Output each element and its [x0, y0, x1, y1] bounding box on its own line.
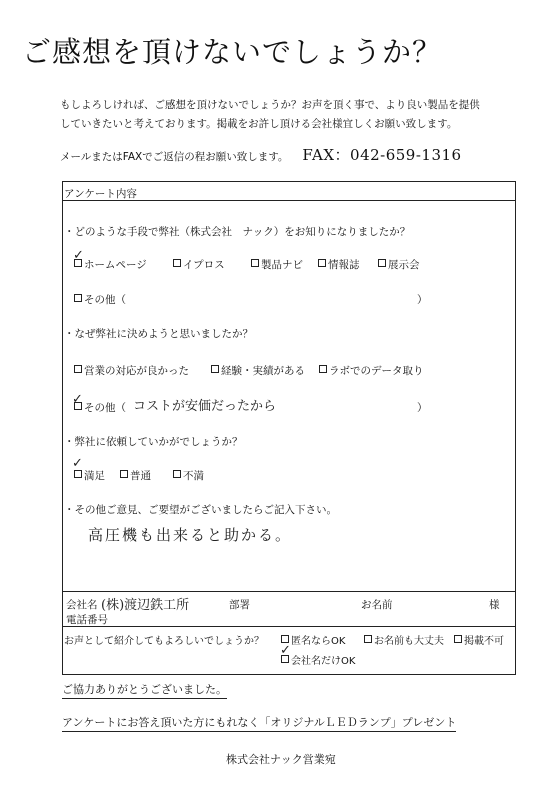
intro-line-2: していきたいと考えております。掲載をお許し頂ける会社様宜しくお願い致します。 [60, 118, 458, 130]
page-title: ご感想を頂けないでしょうか？ [22, 35, 443, 69]
honorific: 様 [489, 599, 500, 611]
option-no-publish[interactable]: 掲載不可 [454, 632, 504, 647]
option-ipros[interactable]: イプロス [173, 257, 225, 272]
divider [62, 591, 516, 592]
question-3: ・弊社に依頼していかがでしょうか？ [64, 436, 243, 448]
checkbox[interactable] [173, 470, 181, 478]
fax-note: メールまたはFAXでご返信の程お願い致します。 [60, 151, 289, 163]
fax-number: FAX：042-659-1316 [302, 146, 462, 164]
phone-label: 電話番号 [66, 614, 108, 626]
thanks-text: ご協力ありがとうございました。 [62, 681, 227, 699]
checkbox[interactable] [74, 365, 82, 373]
question-2: ・なぜ弊社に決めようと思いましたか？ [64, 328, 253, 340]
checkbox[interactable] [318, 259, 326, 267]
name-label: お名前 [361, 599, 393, 611]
checkbox[interactable] [74, 294, 82, 302]
consent-question: お声として紹介してもよろしいでしょうか？ [64, 636, 264, 647]
option-seihin-navi[interactable]: 製品ナビ [251, 257, 303, 272]
option-name-ok[interactable]: お名前も大丈夫 [364, 632, 444, 647]
checkbox[interactable] [378, 259, 386, 267]
company-value: (株)渡辺鉄工所 [101, 598, 190, 613]
sender: 株式会社ナック営業宛 [226, 753, 336, 766]
option-company-only[interactable]: 会社名だけOK [281, 652, 355, 667]
checkbox[interactable] [364, 635, 372, 643]
option-exhibition[interactable]: 展示会 [378, 257, 420, 272]
checkbox[interactable] [251, 259, 259, 267]
question-4: ・その他ご意見、ご要望がございましたらご記入下さい。 [64, 504, 337, 516]
paren-close: ） [417, 402, 428, 414]
divider [62, 626, 516, 627]
department-label: 部署 [229, 599, 250, 611]
checkbox[interactable] [454, 635, 462, 643]
fax-instruction [60, 144, 462, 165]
option-other[interactable]: その他（ [74, 400, 126, 415]
handwritten-other-answer: コストが安価だったから [133, 399, 277, 414]
option-sales-response[interactable]: 営業の対応が良かった [74, 363, 189, 378]
checkbox[interactable] [319, 365, 327, 373]
paren-close: ） [417, 294, 428, 306]
option-experience[interactable]: 経験・実績がある [211, 363, 305, 378]
checkbox[interactable] [211, 365, 219, 373]
check-mark-icon: ✓ [280, 643, 291, 658]
option-unsatisfied[interactable]: 不満 [173, 468, 204, 483]
survey-heading: アンケート内容 [64, 188, 137, 200]
check-mark-icon: ✓ [72, 456, 83, 471]
checkbox[interactable] [281, 635, 289, 643]
check-mark-icon: ✓ [73, 248, 84, 263]
option-satisfied[interactable]: 満足 [74, 468, 105, 483]
option-other[interactable]: その他（ [74, 292, 126, 307]
present-notice: アンケートにお答え頂いた方にもれなく「オリジナルＬＥＤランプ」プレゼント [62, 714, 456, 732]
intro-line-1: もしよろしければ、ご感想を頂けないでしょうか？お声を頂く事で、より良い製品を提供 [60, 99, 480, 111]
checkbox[interactable] [74, 470, 82, 478]
option-homepage[interactable]: ホームページ [74, 257, 147, 272]
question-1: ・どのような手段で弊社（株式会社 ナック）をお知りになりましたか？ [64, 226, 411, 238]
option-lab-data[interactable]: ラボでのデータ取り [319, 363, 424, 378]
option-magazine[interactable]: 情報誌 [318, 257, 360, 272]
handwritten-comment: 高圧機も出来ると助かる。 [88, 526, 293, 544]
option-anonymous[interactable]: 匿名ならOK [281, 632, 345, 647]
check-mark-icon: ✓ [72, 392, 83, 407]
option-normal[interactable]: 普通 [120, 468, 151, 483]
checkbox[interactable] [173, 259, 181, 267]
company-label: 会社名 [66, 599, 98, 611]
checkbox[interactable] [120, 470, 128, 478]
